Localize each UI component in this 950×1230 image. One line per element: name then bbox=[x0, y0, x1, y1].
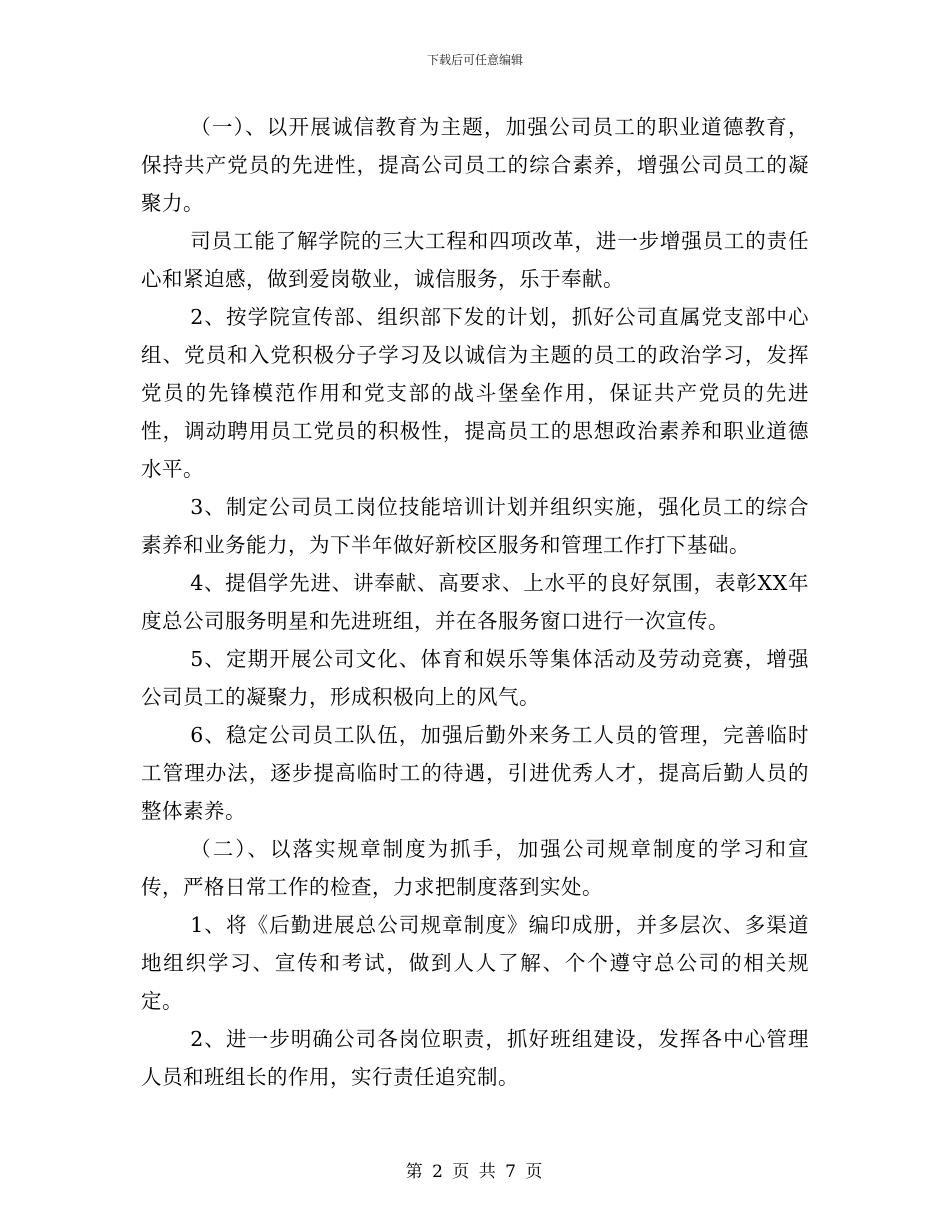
list-item: 2、按学院宣传部、组织部下发的计划，抓好公司直属党支部中心组、党员和入党积极分子学习及以诚信为主题的员工的政治学习，发挥党员的先锋模范作用和党支部的战斗堡垒作用，保证共产党员的先进性，调动聘用员工党员的积极性，提高员工的思想政治素养和职业道德水平。 bbox=[141, 305, 809, 481]
section-2-heading: （二）、以落实规章制度为抓手，加强公司规章制度的学习和宣传，严格日常工作的检查，力求把制度落到实处。 bbox=[141, 837, 809, 899]
list-item: 3、制定公司员工岗位技能培训计划并组织实施，强化员工的综合素养和业务能力，为下半年做好新校区服务和管理工作打下基础。 bbox=[141, 495, 809, 557]
section-1-heading: （一）、以开展诚信教育为主题，加强公司员工的职业道德教育，保持共产党员的先进性，提高公司员工的综合素养，增强公司员工的凝聚力。 bbox=[141, 115, 809, 215]
paragraph: 司员工能了解学院的三大工程和四项改革，进一步增强员工的责任心和紧迫感，做到爱岗敬业，诚信服务，乐于奉献。 bbox=[141, 229, 809, 291]
list-item: 4、提倡学先进、讲奉献、高要求、上水平的良好氛围，表彰XX年度总公司服务明星和先进班组，并在各服务窗口进行一次宣传。 bbox=[141, 571, 809, 633]
list-item: 2、进一步明确公司各岗位职责，抓好班组建设，发挥各中心管理人员和班组长的作用，实行责任追究制。 bbox=[141, 1027, 809, 1089]
document-body bbox=[141, 108, 809, 1096]
page-header-note: 下载后可任意编辑 bbox=[426, 53, 523, 67]
page-number: 第 2 页 共 7 页 bbox=[405, 1162, 545, 1182]
list-item: 1、将《后勤进展总公司规章制度》编印成册，并多层次、多渠道地组织学习、宣传和考试，做到人人了解、个个遵守总公司的相关规定。 bbox=[141, 913, 809, 1013]
list-item: 5、定期开展公司文化、体育和娱乐等集体活动及劳动竞赛，增强公司员工的凝聚力，形成积极向上的风气。 bbox=[141, 647, 809, 709]
list-item: 6、稳定公司员工队伍，加强后勤外来务工人员的管理，完善临时工管理办法，逐步提高临时工的待遇，引进优秀人才，提高后勤人员的整体素养。 bbox=[141, 723, 809, 823]
